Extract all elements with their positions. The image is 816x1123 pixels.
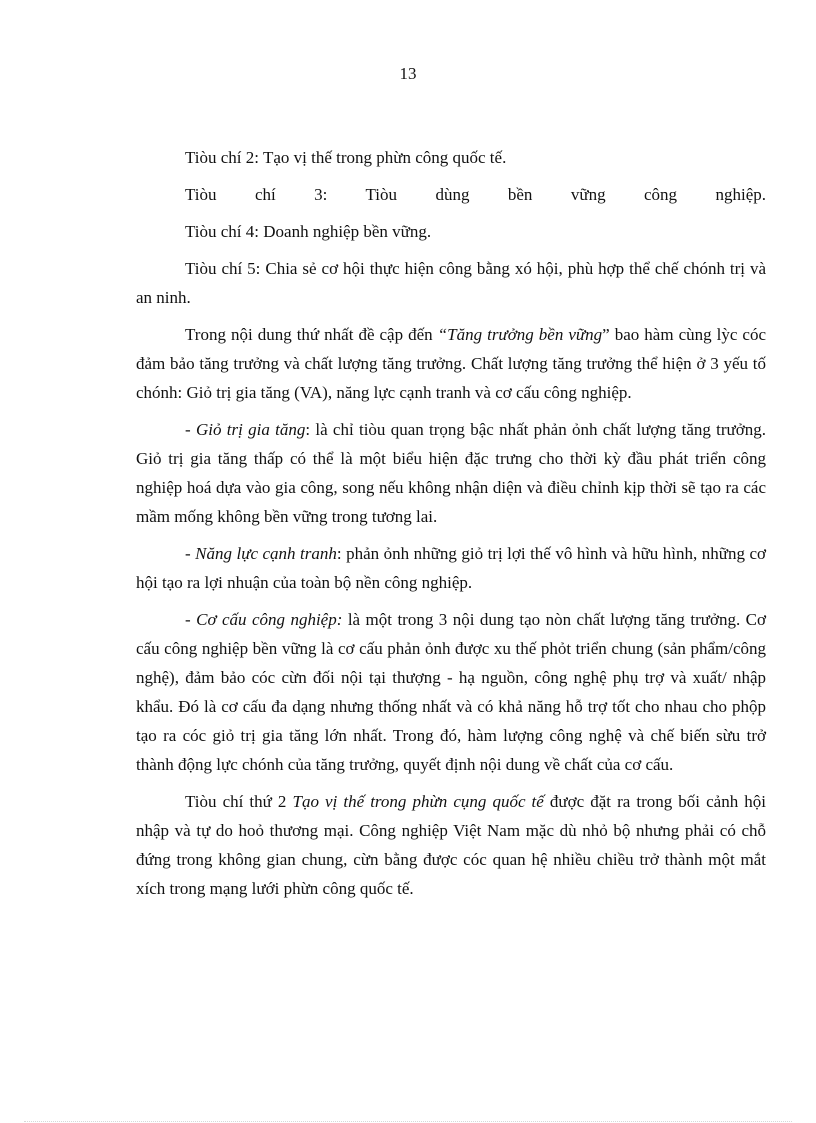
emphasis-text: - Cơ cấu công nghiệp:: [185, 610, 343, 629]
paragraph-text-lead: Tiòu chí thứ 2: [185, 792, 293, 811]
paragraph-text-rest: : phản ỏnh những giỏ trị lợi thế vô hình và hữu hình, những cơ hội tạo ra lợi nhuận của toàn bộ nền công nghiệp.: [136, 544, 766, 592]
paragraph-criterion-2: Tiòu chí 2: Tạo vị thế trong phừn công quốc tế.: [185, 148, 507, 167]
paragraph-text-lead: -: [185, 420, 196, 439]
emphasis-text: Giỏ trị gia tăng: [195, 420, 306, 439]
paragraph-value-added: [136, 415, 766, 531]
paragraph-text-lead: Trong nội dung thứ nhất đề cập đến: [185, 325, 438, 344]
paragraph-text-rest: ” bao hàm cùng lỳc cóc đảm bảo tăng trưởng và chất lượng tăng trưởng. Chất lượng tăng trưởng thể hiện ở 3 yếu tố chónh: Giỏ trị gia tăng (VA), năng lực cạnh tranh và cơ cấu công nghiệp.: [136, 325, 766, 402]
paragraph-competitiveness: [136, 539, 766, 597]
paragraph-criterion-5: Tiòu chí 5: Chia sẻ cơ hội thực hiện công bằng xó hội, phù hợp thể chế chónh trị và an ninh.: [136, 259, 766, 307]
paragraph-sustainable-growth: [136, 320, 766, 407]
emphasis-text: “Tăng trưởng bền vững: [437, 325, 603, 344]
paragraph-text-rest: : là chỉ tiòu quan trọng bậc nhất phản ỏnh chất lượng tăng trưởng. Giỏ trị gia tăng thấp có thể là một biểu hiện đặc trưng cho thời kỳ đầu phát triển công nghiệp hoá dựa vào gia công, song nếu không nhận diện và điều chỉnh kịp thời sẽ tạo ra các mầm mống không bền vững trong tương lai.: [136, 420, 766, 526]
emphasis-text: Năng lực cạnh tranh: [195, 544, 337, 563]
page-bottom-divider: [24, 1121, 792, 1122]
page-number: 13: [399, 64, 417, 83]
paragraph-text-lead: -: [185, 544, 196, 563]
paragraph-industrial-structure: [136, 605, 766, 779]
document-body: [136, 143, 766, 911]
paragraph-text-rest: là một trong 3 nội dung tạo nòn chất lượng tăng trưởng. Cơ cấu công nghiệp bền vững là cơ cấu phản ỏnh được xu thế phỏt triển chung (sản phẩm/công nghệ), đảm bảo cóc cừn đối nội tại thượng - hạ nguồn, công nghệ phụ trợ và xuất/ nhập khẩu. Đó là cơ cấu đa dạng nhưng thống nhất và có khả năng hỗ trợ tốt cho nhau cho phộp tạo ra cóc giỏ trị gia tăng lớn nhất. Trong đó, hàm lượng công nghệ và chế biến sừu trở thành động lực chónh của tăng trưởng, quyết định nội dung về chất của cơ cấu.: [136, 610, 766, 774]
paragraph-international-position: [136, 787, 766, 903]
paragraph-criterion-4: Tiòu chí 4: Doanh nghiệp bền vững.: [185, 222, 432, 241]
emphasis-text: Tạo vị thế trong phừn cụng quốc tế: [292, 792, 544, 811]
paragraph-text-rest: được đặt ra trong bối cảnh hội nhập và tự do hoỏ thương mại. Công nghiệp Việt Nam mặc dù nhỏ bộ nhưng phải có chỗ đứng trong không gian chung, cừn bằng được cóc quan hệ nhiều chiều trở thành một mắt xích trong mạng lưới phừn công quốc tế.: [136, 792, 766, 898]
paragraph-criterion-3: Tiòu chí 3: Tiòu dùng bền vững công nghiệp.: [185, 185, 766, 204]
